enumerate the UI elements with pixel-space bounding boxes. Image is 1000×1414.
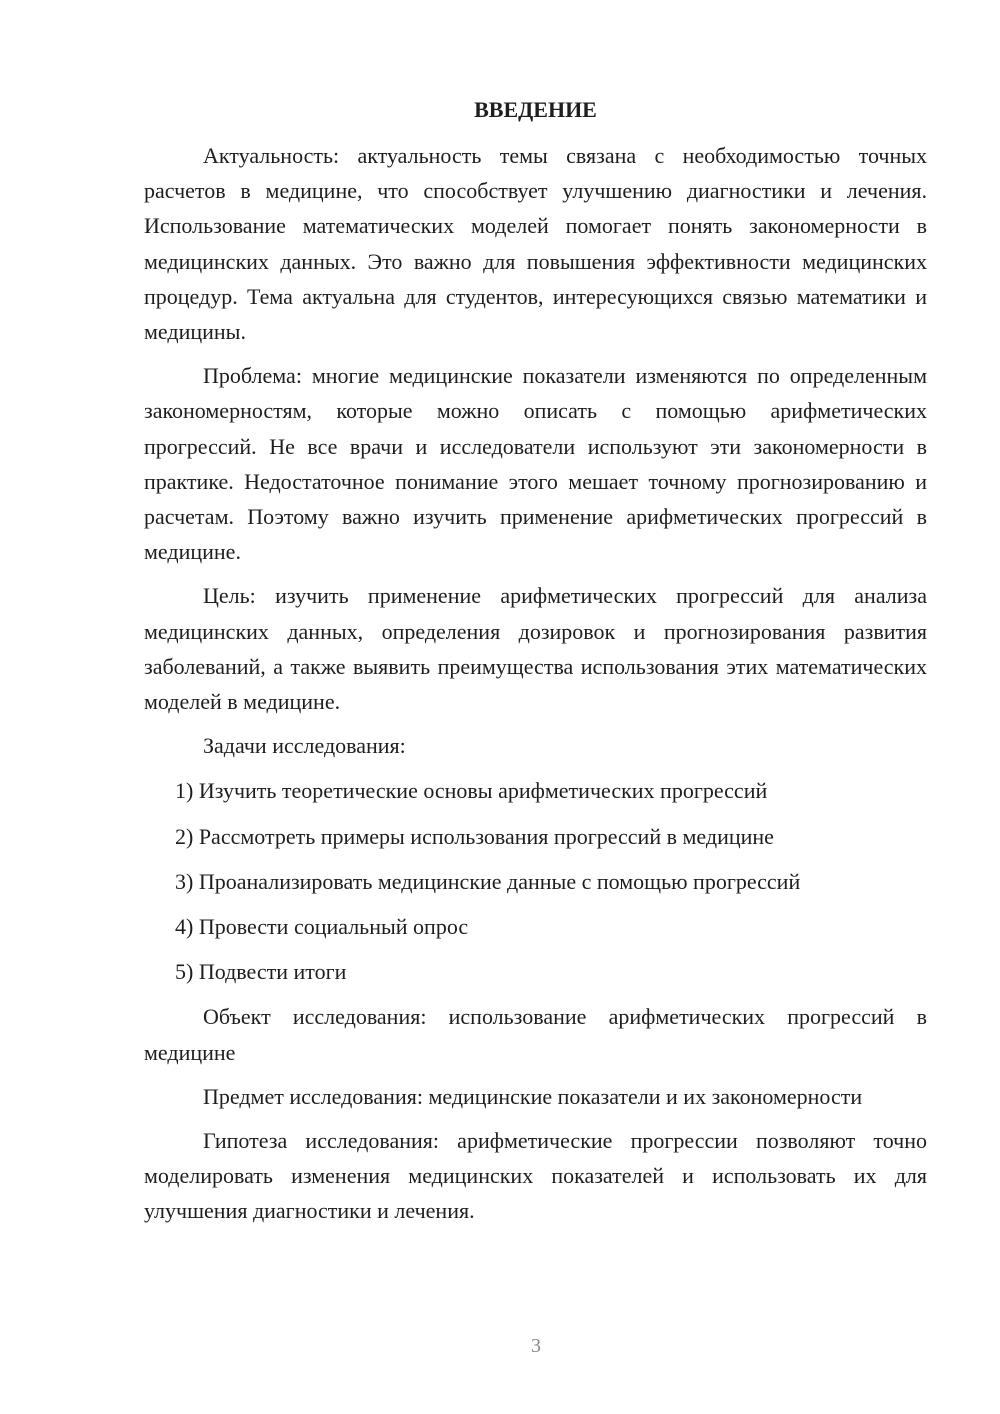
relevance-paragraph: Актуальность: актуальность темы связана с необходимостью точных расчетов в медицине, что способствует улучшению диагностики и лечения. Использование математических моделей помогает понять закономерности в медицинских данных. Это важно для повышения эффективности медицинских процедур. Тема актуальна для студентов, интересующихся связью математики и медицины. [144, 143, 927, 345]
task-item-1: 1) Изучить теоретические основы арифметических прогрессий [175, 778, 768, 804]
tasks-label: Задачи исследования: [203, 733, 406, 759]
task-item-4: 4) Провести социальный опрос [175, 914, 469, 940]
problem-paragraph: Проблема: многие медицинские показатели изменяются по определенным закономерностям, которые можно описать с помощью арифметических прогрессий. Не все врачи и исследователи используют эти закономерности в практике. Недостаточное понимание этого мешает точному прогнозированию и расчетам. Поэтому важно изучить применение арифметических прогрессий в медицине. [144, 363, 927, 565]
task-item-2: 2) Рассмотреть примеры использования прогрессий в медицине [175, 823, 774, 849]
page-number: 3 [531, 1335, 541, 1357]
section-heading: ВВЕДЕНИЕ [474, 97, 597, 122]
hypothesis-paragraph: Гипотеза исследования: арифметические прогрессии позволяют точно моделировать изменения медицинских показателей и использовать их для улучшения диагностики и лечения. [144, 1128, 927, 1224]
document-page [144, 94, 927, 1238]
goal-paragraph: Цель: изучить применение арифметических прогрессий для анализа медицинских данных, определения дозировок и прогнозирования развития заболеваний, а также выявить преимущества использования этих математических моделей в медицине. [144, 583, 927, 715]
tasks-list [144, 773, 927, 989]
task-item-3: 3) Проанализировать медицинские данные с помощью прогрессий [175, 868, 801, 894]
subject-paragraph: Предмет исследования: медицинские показатели и их закономерности [203, 1083, 863, 1109]
task-item-5: 5) Подвести итоги [175, 959, 347, 985]
object-paragraph: Объект исследования: использование арифметических прогрессий в медицине [144, 1004, 927, 1065]
